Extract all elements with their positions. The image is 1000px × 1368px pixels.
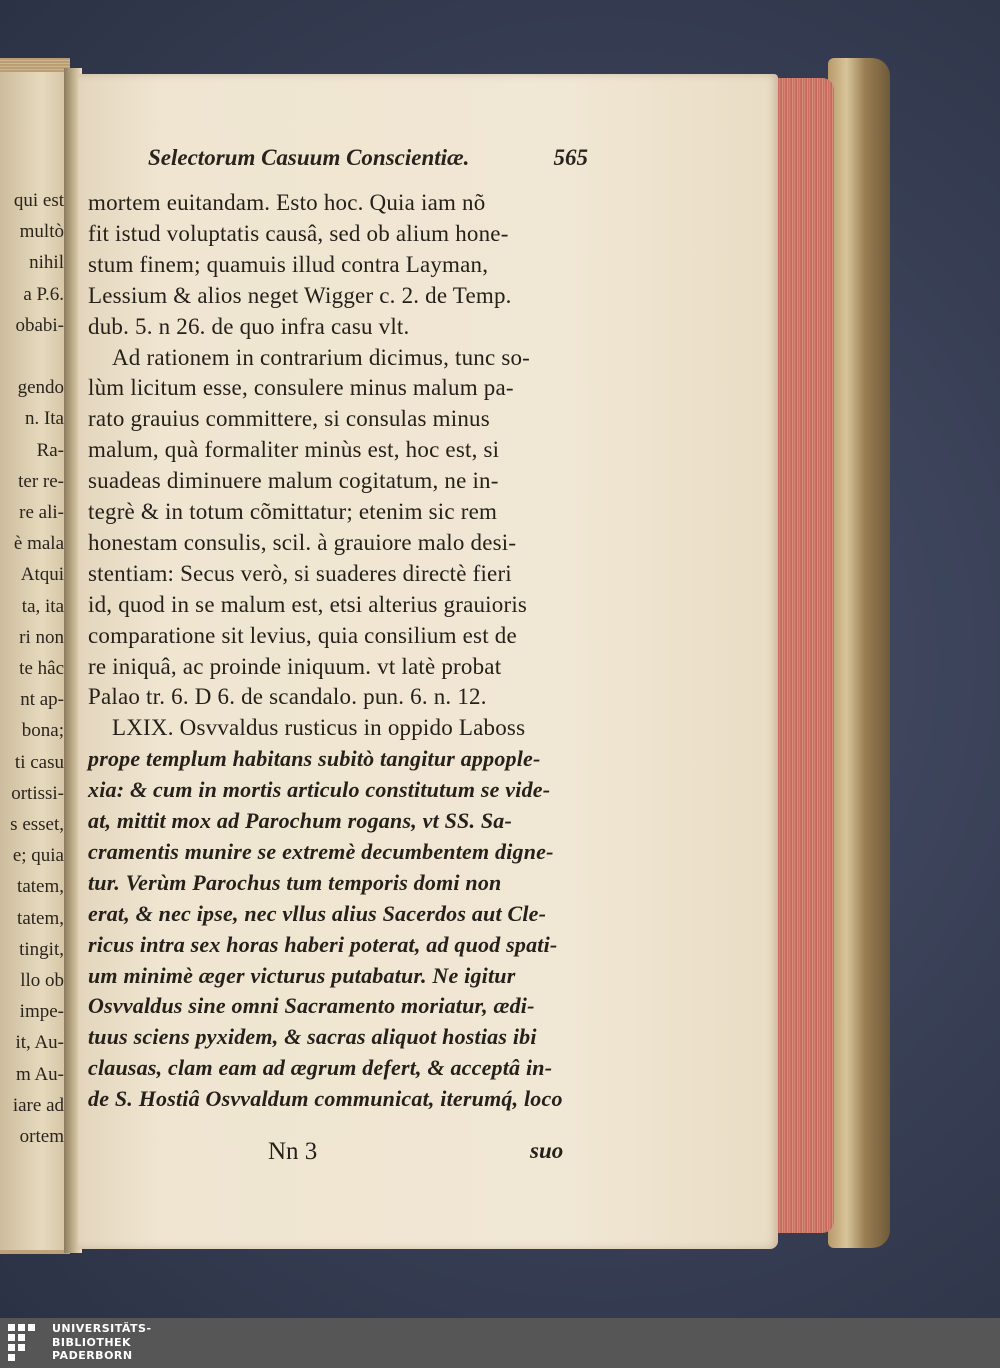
text-line: LXIX. Osvvaldus rusticus in oppido Laboss bbox=[112, 715, 526, 741]
text-line: um minimè æger victurus putabatur. Ne igitur bbox=[88, 962, 516, 988]
text-line: suadeas diminuere malum cogitatum, ne in- bbox=[88, 468, 499, 494]
text-line: clausas, clam eam ad ægrum defert, & acceptâ in- bbox=[88, 1055, 553, 1081]
logo-line: BIBLIOTHEK bbox=[52, 1335, 132, 1349]
text-line: tegrè & in totum cõmittatur; etenim sic rem bbox=[88, 499, 498, 524]
text-line: Palao tr. 6. D 6. de scandalo. pun. 6. n. 12. bbox=[88, 684, 487, 710]
left-page-text-fragment: ti casu bbox=[14, 751, 64, 773]
left-page-text-fragment: Atqui bbox=[20, 564, 64, 586]
library-logo-text bbox=[52, 1322, 152, 1363]
left-page-text-fragment: m Au- bbox=[15, 1063, 64, 1085]
catchword: suo bbox=[530, 1138, 564, 1163]
text-line: xia: & cum in mortis articulo constitutum se vide- bbox=[88, 777, 551, 803]
left-page-text-fragment: ta, ita bbox=[21, 595, 64, 617]
left-page-text-fragment: s esset, bbox=[10, 814, 64, 835]
running-head-title: Selectorum Casuum Conscientiæ. bbox=[148, 145, 470, 170]
left-page bbox=[0, 72, 70, 1254]
text-line: tur. Verùm Parochus tum temporis domi non bbox=[88, 869, 502, 895]
left-page-text-fragment: bona; bbox=[21, 720, 64, 742]
left-page-text-fragment: gendo bbox=[17, 377, 64, 399]
text-line: fit istud voluptatis causâ, sed ob alium hone- bbox=[88, 220, 509, 246]
left-page-text-fragment: tingit, bbox=[19, 938, 64, 960]
text-line: stum finem; quamuis illud contra Layman, bbox=[88, 251, 489, 277]
running-head bbox=[148, 145, 588, 179]
library-logo-icon bbox=[6, 1322, 46, 1364]
page-number: 565 bbox=[553, 145, 588, 170]
text-line: comparatione sit levius, quia consilium est de bbox=[88, 622, 517, 648]
text-line: lùm licitum esse, consulere minus malum pa- bbox=[88, 375, 514, 401]
text-line: ricus intra sex horas haberi poterat, ad quod spati- bbox=[88, 931, 558, 957]
text-line: tuus sciens pyxidem, & sacras aliquot hostias ibi bbox=[88, 1024, 537, 1050]
left-page-text-fragment: impe- bbox=[19, 1001, 64, 1023]
text-line: dub. 5. n 26. de quo infra casu vlt. bbox=[88, 313, 410, 339]
library-footer-bar bbox=[0, 1318, 1000, 1368]
left-page-text-fragment: te hâc bbox=[19, 658, 64, 679]
book-cover-edge bbox=[828, 58, 890, 1248]
text-line: Ad rationem in contrarium dicimus, tunc so- bbox=[112, 344, 531, 370]
text-line: malum, quà formaliter minùs est, hoc est, si bbox=[88, 437, 500, 463]
left-page-text-fragment: qui est bbox=[13, 190, 64, 211]
left-page-text-fragment: a P.6. bbox=[23, 283, 64, 305]
text-line: stentiam: Secus verò, si suaderes directè fieri bbox=[88, 560, 512, 586]
left-page-text-fragment: it, Au- bbox=[15, 1032, 64, 1054]
text-line: erat, & nec ipse, nec vllus alius Sacerdos aut Cle- bbox=[88, 900, 547, 926]
left-page-text-fragment: è mala bbox=[13, 533, 64, 555]
left-page-text-fragment: nt ap- bbox=[20, 689, 64, 711]
text-line: rato grauius committere, si consulas minus bbox=[88, 406, 490, 432]
text-line: Osvvaldus sine omni Sacramento moriatur, ædi- bbox=[88, 993, 535, 1019]
left-page-text-fragment: e; quia bbox=[12, 845, 64, 867]
text-line: honestam consulis, scil. à grauiore malo desi- bbox=[88, 529, 517, 555]
left-page-text-fragment: ter re- bbox=[18, 470, 64, 492]
text-line: prope templum habitans subitò tangitur appople- bbox=[88, 746, 541, 772]
left-page-text-fragment: tatem, bbox=[17, 907, 64, 929]
signature-mark: Nn 3 bbox=[268, 1138, 318, 1165]
text-line: mortem euitandam. Esto hoc. Quia iam nõ bbox=[88, 190, 486, 215]
left-page-text-fragment: ri non bbox=[19, 626, 64, 648]
left-page-text-fragment: nihil bbox=[29, 252, 64, 274]
text-line: at, mittit mox ad Parochum rogans, vt SS. Sa- bbox=[88, 808, 513, 833]
text-line: cramentis munire se extremè decumbentem digne- bbox=[88, 838, 554, 864]
logo-line: UNIVERSITÄTS- bbox=[52, 1322, 152, 1335]
left-page-text-fragment: ortem bbox=[19, 1126, 64, 1147]
left-page-text-fragment: multò bbox=[19, 221, 64, 243]
text-line: re iniquâ, ac proinde iniquum. vt latè probat bbox=[88, 653, 502, 679]
left-page-text-fragment: iare ad bbox=[12, 1094, 64, 1116]
left-page-text-fragment: tatem, bbox=[17, 876, 64, 898]
left-page-text-fragment: n. Ita bbox=[24, 408, 64, 430]
logo-line: PADERBORN bbox=[52, 1349, 133, 1362]
left-page-text-fragment: re ali- bbox=[19, 502, 64, 523]
left-page-text-fragment: Ra- bbox=[36, 439, 64, 461]
left-page-text-fragment: llo ob bbox=[20, 970, 64, 991]
text-line: Lessium & alios neget Wigger c. 2. de Temp. bbox=[88, 282, 512, 308]
left-page-text-fragment: obabi- bbox=[15, 314, 64, 336]
text-line: de S. Hostiâ Osvvaldum communicat, iterumq́, loco bbox=[88, 1086, 563, 1112]
left-page-text-fragment: ortissi- bbox=[11, 782, 64, 804]
text-line: id, quod in se malum est, etsi alterius grauioris bbox=[88, 591, 528, 617]
